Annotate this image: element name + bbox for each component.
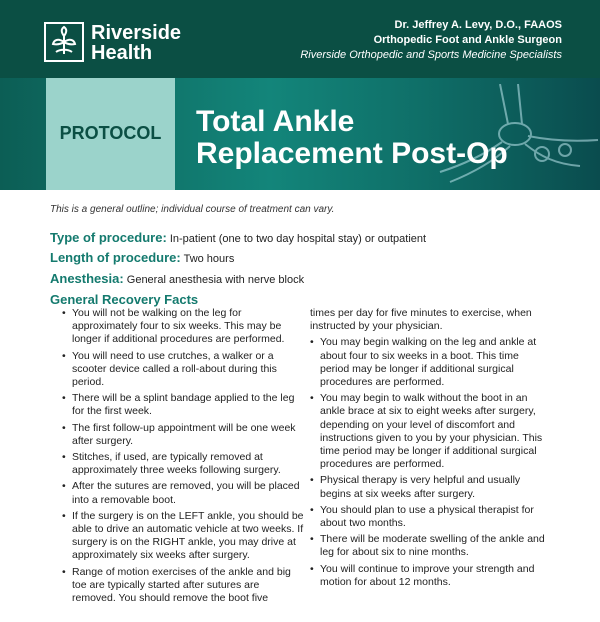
list-item: • There will be moderate swelling of the ankle and leg for about six to nine months. bbox=[310, 533, 550, 559]
doctor-info bbox=[300, 18, 562, 63]
intro-note: This is a general outline; individual course of treatment can vary. bbox=[50, 204, 335, 215]
leaf-figure-icon bbox=[44, 22, 84, 62]
fact-value: General anesthesia with nerve block bbox=[126, 274, 305, 286]
list-item-continuation: times per day for five minutes to exercise, when instructed by your physician. bbox=[310, 307, 532, 333]
list-item: • You may begin walking on the leg and ankle at about four to six weeks in a boot. This time period may be longer if additional surgical procedures are performed. bbox=[310, 336, 550, 389]
title-line-2: Replacement Post-Op bbox=[196, 137, 508, 170]
list-item: • If the surgery is on the LEFT ankle, you should be able to drive an automatic vehicle at two weeks. If surgery is on the RIGHT ankle, you may drive at approximately six weeks after surgery. bbox=[62, 510, 306, 563]
list-item: • You may begin to walk without the boot in an ankle brace at six to eight weeks after surgery, depending on your level of discomfort and instructions given to you by your physician. This time period may be longer if additional surgical procedures are performed. bbox=[310, 392, 550, 471]
list-item: • There will be a splint bandage applied to the leg for the first week. bbox=[62, 392, 306, 418]
brand-line-1: Riverside bbox=[91, 22, 182, 44]
practice-name: Riverside Orthopedic and Sports Medicine Specialists bbox=[300, 49, 562, 61]
fact-value: Two hours bbox=[183, 253, 235, 265]
list-item: • Physical therapy is very helpful and usually begins at six weeks after surgery. bbox=[310, 474, 550, 500]
protocol-label: PROTOCOL bbox=[59, 123, 162, 143]
list-item: • Stitches, if used, are typically removed at approximately three weeks following surgery. bbox=[62, 451, 306, 477]
fact-length-of-procedure bbox=[50, 250, 234, 265]
doctor-name: Dr. Jeffrey A. Levy, D.O., FAAOS bbox=[394, 19, 562, 31]
brand-line-2: Health bbox=[91, 42, 153, 64]
list-item: • The first follow-up appointment will be one week after surgery. bbox=[62, 422, 306, 448]
fact-label: Type of procedure: bbox=[50, 230, 167, 245]
section-heading: General Recovery Facts bbox=[50, 292, 199, 307]
title-line-1: Total Ankle bbox=[196, 105, 355, 138]
doctor-title: Orthopedic Foot and Ankle Surgeon bbox=[373, 34, 562, 46]
fact-label: Length of procedure: bbox=[50, 250, 181, 265]
header-bar bbox=[0, 0, 600, 78]
fact-label: Anesthesia: bbox=[50, 271, 124, 286]
recovery-list-left bbox=[62, 307, 306, 608]
list-item: • After the sutures are removed, you will be placed into a removable boot. bbox=[62, 480, 306, 506]
recovery-list-right-items bbox=[310, 336, 550, 589]
fact-value: In-patient (one to two day hospital stay) or outpatient bbox=[169, 233, 427, 245]
brand-logo-text bbox=[91, 23, 181, 63]
page-title bbox=[196, 106, 508, 170]
list-item: • You will need to use crutches, a walker or a scooter device called a roll-about during this period. bbox=[62, 350, 306, 390]
list-item: • You will continue to improve your strength and motion for about 12 months. bbox=[310, 563, 550, 589]
recovery-list-right bbox=[310, 307, 550, 592]
list-item: • Range of motion exercises of the ankle and big toe are typically started after sutures are removed. You should remove the boot five bbox=[62, 566, 306, 606]
fact-type-of-procedure bbox=[50, 230, 426, 245]
list-item: • You will not be walking on the leg for approximately four to six weeks. This may be longer if additional procedures are performed. bbox=[62, 307, 306, 347]
list-item: • You should plan to use a physical therapist for about two months. bbox=[310, 504, 550, 530]
protocol-box bbox=[46, 78, 175, 190]
fact-anesthesia bbox=[50, 271, 304, 286]
